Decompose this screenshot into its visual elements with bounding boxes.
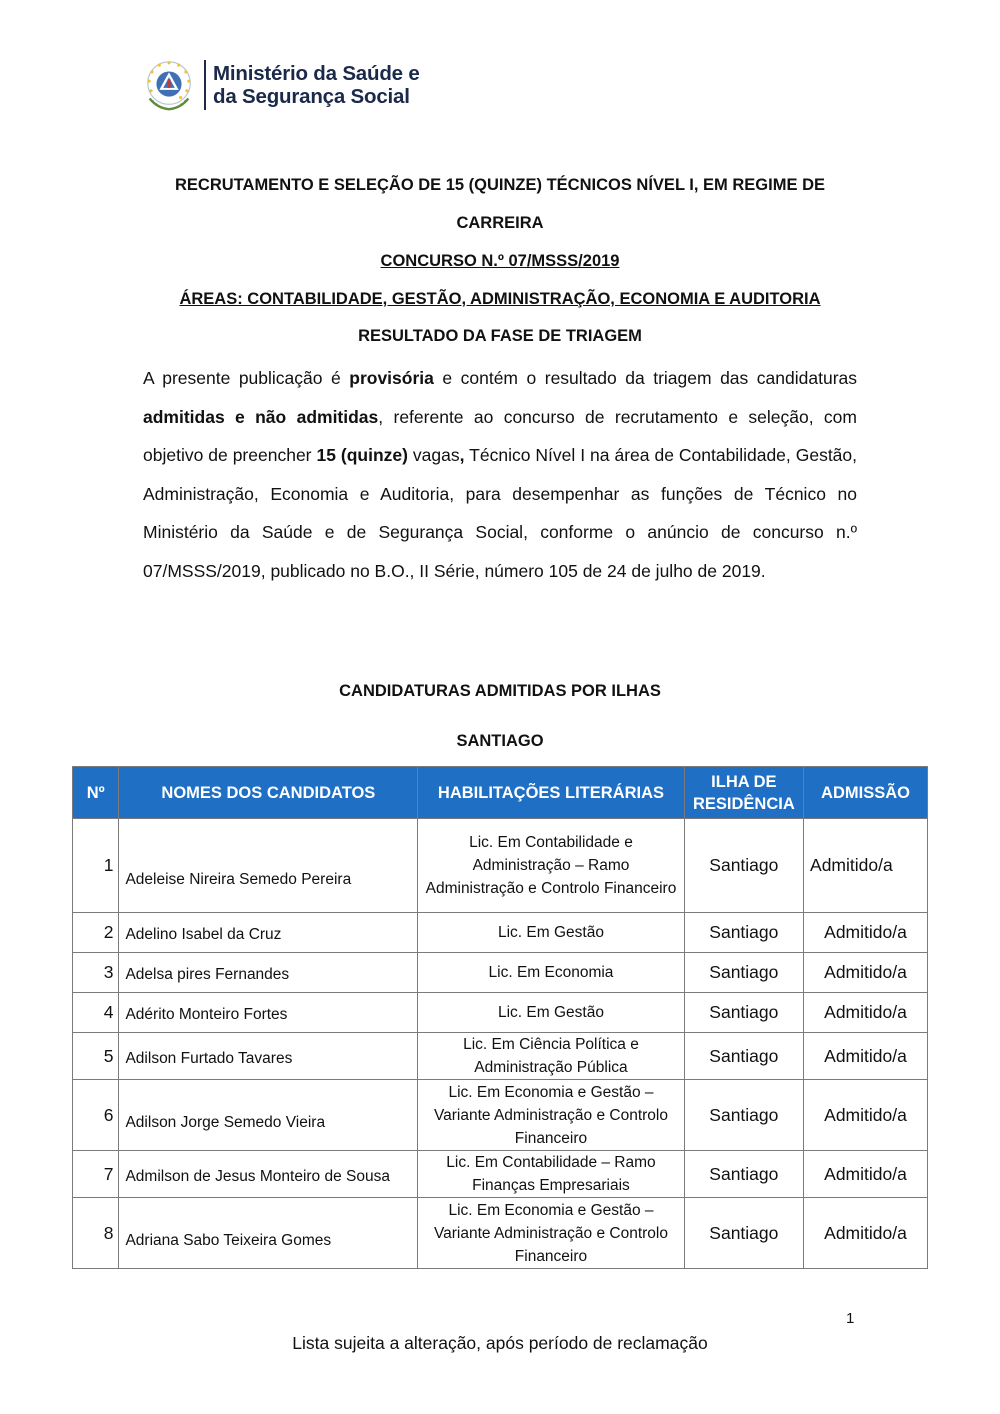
intro-paragraph xyxy=(143,359,857,590)
row-admission: Admitido/a xyxy=(804,993,928,1033)
areas-heading: ÁREAS: CONTABILIDADE, GESTÃO, ADMINISTRAÇÃO, ECONOMIA E AUDITORIA xyxy=(179,290,821,308)
row-num: 1 xyxy=(73,819,119,913)
header-num: Nº xyxy=(73,767,119,819)
table-row xyxy=(73,819,928,913)
intro-bold-vacancies: 15 (quinze) xyxy=(316,445,408,465)
row-num: 5 xyxy=(73,1033,119,1080)
row-admission: Admitido/a xyxy=(804,1080,928,1151)
ministry-name-line1: Ministério da Saúde e xyxy=(213,62,420,85)
row-num: 6 xyxy=(73,1080,119,1151)
island-heading: SANTIAGO xyxy=(456,732,544,750)
header-island-line1: ILHA DE xyxy=(711,772,777,791)
row-island: Santiago xyxy=(684,819,803,913)
row-num: 8 xyxy=(73,1198,119,1269)
row-qualification: Lic. Em Ciência Política e Administração Pública xyxy=(418,1033,684,1080)
row-island: Santiago xyxy=(684,1198,803,1269)
intro-text-1: A presente publicação é xyxy=(143,368,350,388)
row-name: Adilson Jorge Semedo Vieira xyxy=(119,1080,418,1151)
row-num: 7 xyxy=(73,1151,119,1198)
row-admission: Admitido/a xyxy=(804,1151,928,1198)
table-row xyxy=(73,953,928,993)
row-num: 3 xyxy=(73,953,119,993)
row-num: 4 xyxy=(73,993,119,1033)
title-line-2: CARREIRA xyxy=(456,214,544,232)
intro-text-2: e contém o resultado da triagem das candidaturas xyxy=(433,368,858,388)
header-island xyxy=(684,767,803,819)
row-qualification: Lic. Em Gestão xyxy=(418,913,684,953)
row-island: Santiago xyxy=(684,993,803,1033)
ministry-name xyxy=(213,62,420,108)
page-number: 1 xyxy=(846,1310,855,1327)
row-name: Adelsa pires Fernandes xyxy=(119,953,418,993)
table-row xyxy=(73,1198,928,1269)
row-island: Santiago xyxy=(684,953,803,993)
row-name: Admilson de Jesus Monteiro de Sousa xyxy=(119,1151,418,1198)
row-island: Santiago xyxy=(684,1080,803,1151)
footer-note: Lista sujeita a alteração, após período de reclamação xyxy=(292,1333,708,1353)
row-admission: Admitido/a xyxy=(804,913,928,953)
intro-text-3: , referente ao concurso de recrutamento e seleção, com objetivo de preencher xyxy=(143,406,857,465)
row-qualification: Lic. Em Economia e Gestão – Variante Administração e Controlo Financeiro xyxy=(418,1198,684,1269)
row-name: Adérito Monteiro Fortes xyxy=(119,993,418,1033)
contest-number: CONCURSO N.º 07/MSSS/2019 xyxy=(380,252,620,270)
table-header-row xyxy=(73,767,928,819)
row-admission: Admitido/a xyxy=(804,1198,928,1269)
row-island: Santiago xyxy=(684,913,803,953)
table-row xyxy=(73,913,928,953)
intro-bold-comma: , xyxy=(459,445,465,465)
logo-divider xyxy=(204,60,206,110)
row-qualification: Lic. Em Economia e Gestão – Variante Administração e Controlo Financeiro xyxy=(418,1080,684,1151)
row-admission: Admitido/a xyxy=(804,819,928,913)
header-qualifications: HABILITAÇÕES LITERÁRIAS xyxy=(418,767,684,819)
national-seal-icon xyxy=(140,56,198,114)
section-heading: CANDIDATURAS ADMITIDAS POR ILHAS xyxy=(339,682,661,700)
row-qualification: Lic. Em Gestão xyxy=(418,993,684,1033)
row-name: Adelino Isabel da Cruz xyxy=(119,913,418,953)
row-admission: Admitido/a xyxy=(804,953,928,993)
row-name: Adeleise Nireira Semedo Pereira xyxy=(119,819,418,913)
row-qualification: Lic. Em Economia xyxy=(418,953,684,993)
header-admission: ADMISSÃO xyxy=(804,767,928,819)
row-num: 2 xyxy=(73,913,119,953)
header-name: NOMES DOS CANDIDATOS xyxy=(119,767,418,819)
intro-text-5: Técnico Nível I na área de Contabilidade, Gestão, Administração, Economia e Auditoria, para desempenhar as funções de Técnico no Ministério da Saúde e de Segurança Social, conforme o anúncio de concurso n.º 07/MSSS/2019, publicado no B.O., II Série, número 105 de 24 de julho de 2019. xyxy=(143,445,858,581)
row-qualification: Lic. Em Contabilidade – Ramo Finanças Empresariais xyxy=(418,1151,684,1198)
row-admission: Admitido/a xyxy=(804,1033,928,1080)
row-island: Santiago xyxy=(684,1033,803,1080)
header-island-line2: RESIDÊNCIA xyxy=(692,794,795,813)
candidates-table xyxy=(72,766,928,1269)
row-name: Adilson Furtado Tavares xyxy=(119,1033,418,1080)
row-name: Adriana Sabo Teixeira Gomes xyxy=(119,1198,418,1269)
table-row xyxy=(73,1033,928,1080)
table-row xyxy=(73,993,928,1033)
intro-bold-provisional: provisória xyxy=(349,368,434,388)
table-row xyxy=(73,1151,928,1198)
result-heading: RESULTADO DA FASE DE TRIAGEM xyxy=(358,327,642,345)
row-qualification: Lic. Em Contabilidade e Administração – Ramo Administração e Controlo Financeiro xyxy=(418,819,684,913)
title-line-1: RECRUTAMENTO E SELEÇÃO DE 15 (QUINZE) TÉCNICOS NÍVEL I, EM REGIME DE xyxy=(175,176,825,194)
table-row xyxy=(73,1080,928,1151)
ministry-name-line2: da Segurança Social xyxy=(213,85,410,108)
row-island: Santiago xyxy=(684,1151,803,1198)
intro-bold-admitted: admitidas e não admitidas xyxy=(143,406,379,427)
intro-text-4: vagas xyxy=(407,445,460,465)
ministry-logo xyxy=(140,55,420,115)
